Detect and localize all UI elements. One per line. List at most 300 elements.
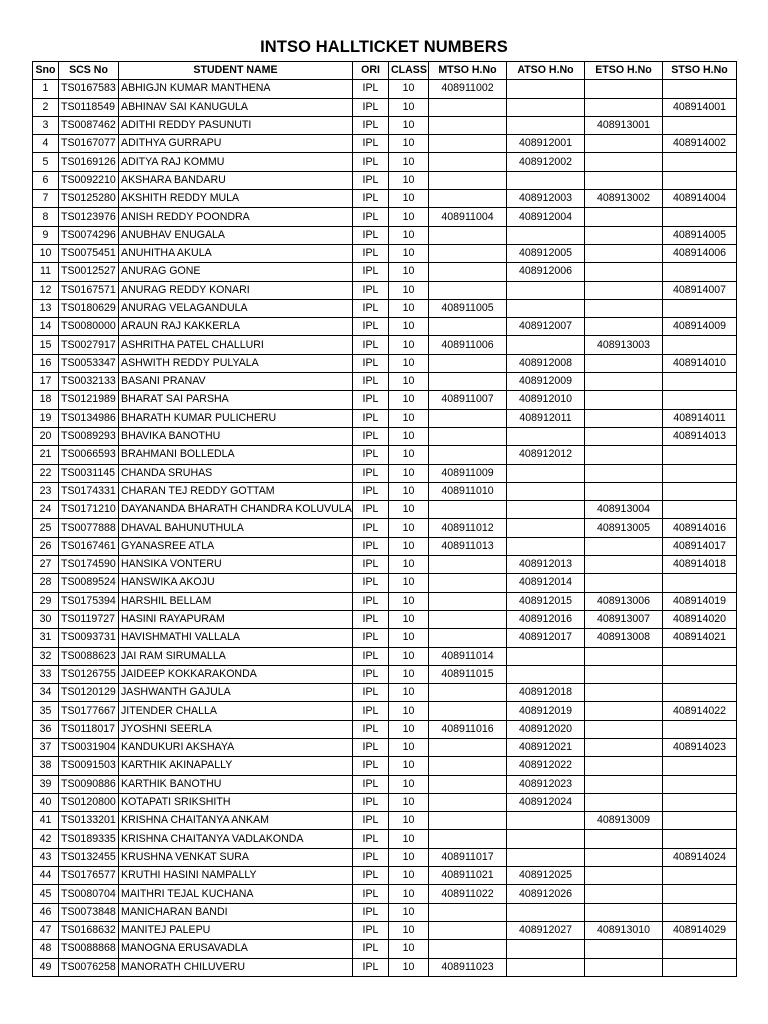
ori-cell: IPL — [353, 190, 389, 208]
etso-cell — [585, 867, 663, 885]
etso-cell — [585, 738, 663, 756]
stso-cell: 408914005 — [663, 226, 737, 244]
etso-cell — [585, 903, 663, 921]
scs-no-cell: TS0176577 — [59, 867, 119, 885]
class-cell: 10 — [389, 775, 429, 793]
sno-cell: 16 — [33, 354, 59, 372]
etso-cell: 408913009 — [585, 812, 663, 830]
mtso-cell — [429, 153, 507, 171]
class-cell: 10 — [389, 427, 429, 445]
table-header-row — [33, 62, 737, 80]
sno-cell: 46 — [33, 903, 59, 921]
class-cell: 10 — [389, 501, 429, 519]
atso-cell: 408912025 — [507, 867, 585, 885]
ori-cell: IPL — [353, 135, 389, 153]
class-cell: 10 — [389, 629, 429, 647]
sno-cell: 33 — [33, 665, 59, 683]
table-row — [33, 556, 737, 574]
etso-cell — [585, 153, 663, 171]
atso-cell — [507, 427, 585, 445]
table-row — [33, 665, 737, 683]
sno-cell: 42 — [33, 830, 59, 848]
ori-cell: IPL — [353, 409, 389, 427]
class-cell: 10 — [389, 848, 429, 866]
class-cell: 10 — [389, 867, 429, 885]
etso-cell — [585, 793, 663, 811]
sno-cell: 11 — [33, 263, 59, 281]
mtso-cell: 408911017 — [429, 848, 507, 866]
mtso-cell — [429, 263, 507, 281]
class-cell: 10 — [389, 354, 429, 372]
etso-cell — [585, 318, 663, 336]
table-row — [33, 903, 737, 921]
stso-cell: 408914009 — [663, 318, 737, 336]
ori-cell: IPL — [353, 738, 389, 756]
atso-cell — [507, 647, 585, 665]
mtso-cell — [429, 116, 507, 134]
atso-cell — [507, 116, 585, 134]
scs-no-cell: TS0180629 — [59, 299, 119, 317]
mtso-cell: 408911013 — [429, 537, 507, 555]
mtso-cell — [429, 409, 507, 427]
sno-cell: 6 — [33, 171, 59, 189]
scs-no-cell: TS0031145 — [59, 464, 119, 482]
table-row — [33, 171, 737, 189]
ori-cell: IPL — [353, 647, 389, 665]
mtso-cell — [429, 757, 507, 775]
sno-cell: 32 — [33, 647, 59, 665]
ori-cell: IPL — [353, 244, 389, 262]
stso-cell: 408914013 — [663, 427, 737, 445]
class-cell: 10 — [389, 592, 429, 610]
etso-header: ETSO H.No — [585, 62, 663, 80]
atso-cell: 408912023 — [507, 775, 585, 793]
etso-cell — [585, 281, 663, 299]
table-row — [33, 610, 737, 628]
atso-cell — [507, 482, 585, 500]
class-cell: 10 — [389, 208, 429, 226]
student-name-cell: BHARATH KUMAR PULICHERU — [119, 409, 353, 427]
scs-no-cell: TS0053347 — [59, 354, 119, 372]
student-name-cell: KRISHNA CHAITANYA VADLAKONDA — [119, 830, 353, 848]
table-row — [33, 116, 737, 134]
student-name-cell: ASHWITH REDDY PULYALA — [119, 354, 353, 372]
student-name-cell: BHARAT SAI PARSHA — [119, 391, 353, 409]
mtso-cell: 408911014 — [429, 647, 507, 665]
sno-cell: 37 — [33, 738, 59, 756]
stso-cell: 408914001 — [663, 98, 737, 116]
scs-no-cell: TS0091503 — [59, 757, 119, 775]
stso-cell — [663, 940, 737, 958]
sno-cell: 24 — [33, 501, 59, 519]
mtso-cell — [429, 684, 507, 702]
sno-cell: 38 — [33, 757, 59, 775]
table-row — [33, 848, 737, 866]
class-cell: 10 — [389, 226, 429, 244]
table-row — [33, 812, 737, 830]
mtso-cell — [429, 318, 507, 336]
mtso-cell: 408911007 — [429, 391, 507, 409]
etso-cell — [585, 373, 663, 391]
table-row — [33, 885, 737, 903]
scs-no-cell: TS0125280 — [59, 190, 119, 208]
etso-cell — [585, 574, 663, 592]
scs-no-cell: TS0169126 — [59, 153, 119, 171]
stso-cell: 408914017 — [663, 537, 737, 555]
atso-cell: 408912022 — [507, 757, 585, 775]
mtso-cell — [429, 501, 507, 519]
atso-cell — [507, 903, 585, 921]
scs-no-cell: TS0177667 — [59, 702, 119, 720]
ori-cell: IPL — [353, 446, 389, 464]
etso-cell — [585, 940, 663, 958]
ori-cell: IPL — [353, 391, 389, 409]
mtso-cell — [429, 738, 507, 756]
atso-cell — [507, 519, 585, 537]
atso-cell: 408912020 — [507, 720, 585, 738]
ori-cell: IPL — [353, 830, 389, 848]
scs-no-header: SCS No — [59, 62, 119, 80]
sno-cell: 22 — [33, 464, 59, 482]
atso-cell: 408912009 — [507, 373, 585, 391]
stso-cell: 408914004 — [663, 190, 737, 208]
stso-cell: 408914022 — [663, 702, 737, 720]
mtso-cell — [429, 921, 507, 939]
ori-header: ORI — [353, 62, 389, 80]
scs-no-cell: TS0168632 — [59, 921, 119, 939]
ori-cell: IPL — [353, 757, 389, 775]
ori-cell: IPL — [353, 574, 389, 592]
table-row — [33, 482, 737, 500]
scs-no-cell: TS0075451 — [59, 244, 119, 262]
sno-cell: 3 — [33, 116, 59, 134]
table-row — [33, 921, 737, 939]
etso-cell: 408913008 — [585, 629, 663, 647]
student-name-cell: MANICHARAN BANDI — [119, 903, 353, 921]
student-name-header: STUDENT NAME — [119, 62, 353, 80]
scs-no-cell: TS0031904 — [59, 738, 119, 756]
mtso-cell — [429, 226, 507, 244]
scs-no-cell: TS0089293 — [59, 427, 119, 445]
table-row — [33, 354, 737, 372]
etso-cell — [585, 537, 663, 555]
ori-cell: IPL — [353, 373, 389, 391]
mtso-header: MTSO H.No — [429, 62, 507, 80]
mtso-cell: 408911010 — [429, 482, 507, 500]
scs-no-cell: TS0133201 — [59, 812, 119, 830]
class-cell: 10 — [389, 812, 429, 830]
atso-cell: 408912015 — [507, 592, 585, 610]
etso-cell — [585, 684, 663, 702]
table-row — [33, 281, 737, 299]
table-row — [33, 757, 737, 775]
sno-cell: 36 — [33, 720, 59, 738]
student-name-cell: ANUBHAV ENUGALA — [119, 226, 353, 244]
student-name-cell: BASANI PRANAV — [119, 373, 353, 391]
table-row — [33, 940, 737, 958]
etso-cell: 408913003 — [585, 336, 663, 354]
student-name-cell: ANURAG VELAGANDULA — [119, 299, 353, 317]
scs-no-cell: TS0088868 — [59, 940, 119, 958]
atso-cell — [507, 812, 585, 830]
ori-cell: IPL — [353, 720, 389, 738]
table-row — [33, 501, 737, 519]
stso-cell — [663, 446, 737, 464]
class-cell: 10 — [389, 958, 429, 976]
atso-cell: 408912012 — [507, 446, 585, 464]
student-name-cell: JYOSHNI SEERLA — [119, 720, 353, 738]
student-name-cell: MANITEJ PALEPU — [119, 921, 353, 939]
sno-cell: 21 — [33, 446, 59, 464]
class-cell: 10 — [389, 830, 429, 848]
stso-cell — [663, 80, 737, 98]
scs-no-cell: TS0118017 — [59, 720, 119, 738]
ori-cell: IPL — [353, 903, 389, 921]
ori-cell: IPL — [353, 793, 389, 811]
page-title: INTSO HALLTICKET NUMBERS — [260, 38, 508, 56]
atso-cell — [507, 848, 585, 866]
table-row — [33, 775, 737, 793]
etso-cell — [585, 556, 663, 574]
sno-cell: 44 — [33, 867, 59, 885]
atso-cell: 408912003 — [507, 190, 585, 208]
table-row — [33, 958, 737, 976]
class-cell: 10 — [389, 684, 429, 702]
sno-cell: 5 — [33, 153, 59, 171]
stso-cell — [663, 501, 737, 519]
student-name-cell: KRISHNA CHAITANYA ANKAM — [119, 812, 353, 830]
etso-cell — [585, 464, 663, 482]
atso-cell: 408912024 — [507, 793, 585, 811]
table-row — [33, 373, 737, 391]
sno-cell: 31 — [33, 629, 59, 647]
student-name-cell: MANORATH CHILUVERU — [119, 958, 353, 976]
sno-cell: 13 — [33, 299, 59, 317]
atso-cell — [507, 98, 585, 116]
mtso-cell: 408911006 — [429, 336, 507, 354]
scs-no-cell: TS0189335 — [59, 830, 119, 848]
class-cell: 10 — [389, 373, 429, 391]
stso-cell: 408914002 — [663, 135, 737, 153]
mtso-cell — [429, 775, 507, 793]
stso-cell — [663, 775, 737, 793]
scs-no-cell: TS0123976 — [59, 208, 119, 226]
etso-cell — [585, 226, 663, 244]
student-name-cell: KRUTHI HASINI NAMPALLY — [119, 867, 353, 885]
table-row — [33, 208, 737, 226]
sno-cell: 47 — [33, 921, 59, 939]
atso-cell: 408912014 — [507, 574, 585, 592]
stso-cell — [663, 153, 737, 171]
sno-cell: 39 — [33, 775, 59, 793]
ori-cell: IPL — [353, 208, 389, 226]
class-cell: 10 — [389, 299, 429, 317]
atso-cell: 408912021 — [507, 738, 585, 756]
mtso-cell — [429, 592, 507, 610]
atso-cell — [507, 226, 585, 244]
scs-no-cell: TS0134986 — [59, 409, 119, 427]
class-cell: 10 — [389, 921, 429, 939]
atso-cell: 408912006 — [507, 263, 585, 281]
sno-cell: 20 — [33, 427, 59, 445]
scs-no-cell: TS0167077 — [59, 135, 119, 153]
stso-cell: 408914024 — [663, 848, 737, 866]
stso-cell — [663, 574, 737, 592]
etso-cell — [585, 665, 663, 683]
atso-cell — [507, 665, 585, 683]
class-cell: 10 — [389, 116, 429, 134]
stso-cell — [663, 757, 737, 775]
stso-cell: 408914023 — [663, 738, 737, 756]
mtso-cell — [429, 574, 507, 592]
etso-cell: 408913004 — [585, 501, 663, 519]
table-row — [33, 98, 737, 116]
stso-cell: 408914007 — [663, 281, 737, 299]
scs-no-cell: TS0174331 — [59, 482, 119, 500]
stso-cell: 408914016 — [663, 519, 737, 537]
scs-no-cell: TS0174590 — [59, 556, 119, 574]
atso-cell: 408912027 — [507, 921, 585, 939]
table-row — [33, 318, 737, 336]
sno-cell: 10 — [33, 244, 59, 262]
student-name-cell: KANDUKURI AKSHAYA — [119, 738, 353, 756]
table-row — [33, 226, 737, 244]
sno-header: Sno — [33, 62, 59, 80]
stso-cell — [663, 482, 737, 500]
scs-no-cell: TS0077888 — [59, 519, 119, 537]
sno-cell: 41 — [33, 812, 59, 830]
ori-cell: IPL — [353, 226, 389, 244]
ori-cell: IPL — [353, 556, 389, 574]
mtso-cell: 408911004 — [429, 208, 507, 226]
ori-cell: IPL — [353, 940, 389, 958]
student-name-cell: ABHINAV SAI KANUGULA — [119, 98, 353, 116]
student-name-cell: AKSHARA BANDARU — [119, 171, 353, 189]
stso-cell — [663, 812, 737, 830]
table-row — [33, 629, 737, 647]
ori-cell: IPL — [353, 263, 389, 281]
scs-no-cell: TS0027917 — [59, 336, 119, 354]
mtso-cell — [429, 830, 507, 848]
ori-cell: IPL — [353, 867, 389, 885]
class-cell: 10 — [389, 336, 429, 354]
hallticket-table — [32, 61, 737, 977]
student-name-cell: BRAHMANI BOLLEDLA — [119, 446, 353, 464]
student-name-cell: KARTHIK AKINAPALLY — [119, 757, 353, 775]
class-cell: 10 — [389, 263, 429, 281]
atso-cell — [507, 830, 585, 848]
atso-cell: 408912017 — [507, 629, 585, 647]
table-row — [33, 135, 737, 153]
sno-cell: 17 — [33, 373, 59, 391]
table-row — [33, 720, 737, 738]
mtso-cell — [429, 446, 507, 464]
atso-cell — [507, 501, 585, 519]
student-name-cell: KARTHIK BANOTHU — [119, 775, 353, 793]
class-cell: 10 — [389, 574, 429, 592]
mtso-cell — [429, 354, 507, 372]
atso-cell — [507, 80, 585, 98]
student-name-cell: ABHIGJN KUMAR MANTHENA — [119, 80, 353, 98]
scs-no-cell: TS0074296 — [59, 226, 119, 244]
class-cell: 10 — [389, 409, 429, 427]
sno-cell: 7 — [33, 190, 59, 208]
mtso-cell — [429, 135, 507, 153]
atso-cell: 408912001 — [507, 135, 585, 153]
table-row — [33, 574, 737, 592]
etso-cell — [585, 98, 663, 116]
ori-cell: IPL — [353, 80, 389, 98]
mtso-cell: 408911005 — [429, 299, 507, 317]
etso-cell — [585, 830, 663, 848]
stso-cell — [663, 391, 737, 409]
student-name-cell: KRUSHNA VENKAT SURA — [119, 848, 353, 866]
class-cell: 10 — [389, 318, 429, 336]
etso-cell — [585, 263, 663, 281]
stso-cell — [663, 208, 737, 226]
sno-cell: 1 — [33, 80, 59, 98]
ori-cell: IPL — [353, 299, 389, 317]
mtso-cell — [429, 373, 507, 391]
student-name-cell: HANSWIKA AKOJU — [119, 574, 353, 592]
stso-cell: 408914029 — [663, 921, 737, 939]
etso-cell — [585, 775, 663, 793]
etso-cell: 408913002 — [585, 190, 663, 208]
ori-cell: IPL — [353, 354, 389, 372]
mtso-cell — [429, 940, 507, 958]
scs-no-cell: TS0118549 — [59, 98, 119, 116]
student-name-cell: KOTAPATI SRIKSHITH — [119, 793, 353, 811]
class-cell: 10 — [389, 80, 429, 98]
table-row — [33, 537, 737, 555]
stso-cell — [663, 171, 737, 189]
etso-cell — [585, 427, 663, 445]
class-cell: 10 — [389, 610, 429, 628]
scs-no-cell: TS0073848 — [59, 903, 119, 921]
class-cell: 10 — [389, 391, 429, 409]
atso-cell: 408912018 — [507, 684, 585, 702]
class-cell: 10 — [389, 98, 429, 116]
etso-cell — [585, 244, 663, 262]
student-name-cell: ASHRITHA PATEL CHALLURI — [119, 336, 353, 354]
class-cell: 10 — [389, 940, 429, 958]
scs-no-cell: TS0066593 — [59, 446, 119, 464]
table-row — [33, 647, 737, 665]
ori-cell: IPL — [353, 171, 389, 189]
sno-cell: 23 — [33, 482, 59, 500]
table-row — [33, 153, 737, 171]
class-cell: 10 — [389, 244, 429, 262]
table-row — [33, 336, 737, 354]
class-cell: 10 — [389, 885, 429, 903]
stso-cell — [663, 116, 737, 134]
table-row — [33, 391, 737, 409]
atso-cell — [507, 336, 585, 354]
ori-cell: IPL — [353, 482, 389, 500]
mtso-cell — [429, 244, 507, 262]
mtso-cell — [429, 629, 507, 647]
class-header: CLASS — [389, 62, 429, 80]
sno-cell: 14 — [33, 318, 59, 336]
class-cell: 10 — [389, 482, 429, 500]
sno-cell: 28 — [33, 574, 59, 592]
class-cell: 10 — [389, 647, 429, 665]
ori-cell: IPL — [353, 629, 389, 647]
scs-no-cell: TS0012527 — [59, 263, 119, 281]
class-cell: 10 — [389, 702, 429, 720]
scs-no-cell: TS0088623 — [59, 647, 119, 665]
class-cell: 10 — [389, 903, 429, 921]
